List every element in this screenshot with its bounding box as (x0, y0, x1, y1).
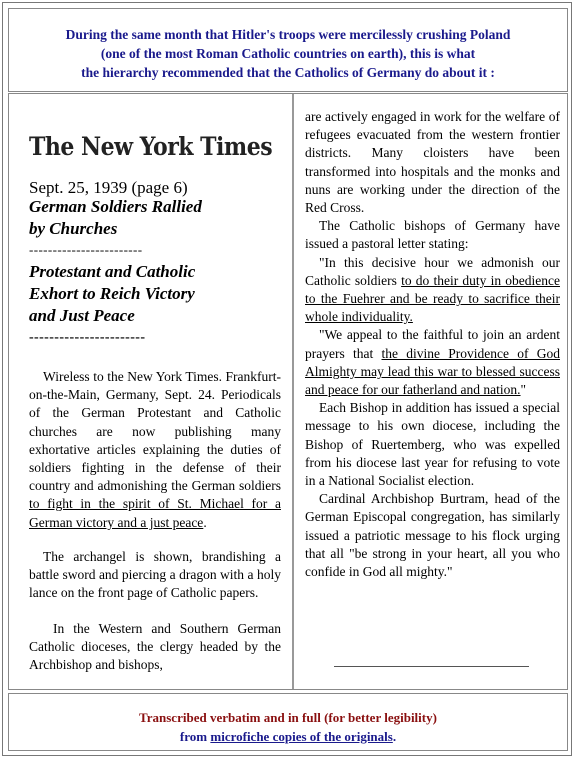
right-paragraph-4 (305, 326, 560, 399)
footer-note (8, 693, 568, 751)
footer-prefix: from (179, 729, 211, 744)
right-paragraph-4-end: " (520, 382, 527, 398)
paragraph-3: In the Western and Southern German Catholic dioceses, the clergy headed by the Archbishop and bishops, (29, 621, 281, 673)
paragraph-2: The archangel is shown, brandishing a battle sword and piercing a dragon with a holy lance on the front page of Catholic papers. (29, 549, 281, 601)
headline-2-line-1: Protestant and Catholic (29, 262, 196, 281)
paragraph-1-text: Wireless to the New York Times. Frankfurt-on-the-Main, Germany, Sept. 24. Periodicals of the German Protestant and Catholic churches are now publishing many exhortative articles explaining the duties of soldiers fighting in the defense of their country and admonishing the German soldiers (29, 369, 281, 494)
right-paragraph-1: are actively engaged in work for the welfare of refugees evacuated from the western frontier districts. Many cloisters have been transformed into hospitals and the monks and nuns are working under the direction of the Red Cross. (305, 109, 560, 216)
page-frame (2, 2, 572, 756)
right-column (305, 108, 560, 581)
headline-1-line-2: by Churches (29, 219, 118, 238)
intro-header (8, 8, 568, 92)
intro-line-1: During the same month that Hitler's troops were mercilessly crushing Poland (65, 27, 511, 42)
paragraph-1-underlined: to fight in the spirit of St. Michael for a German victory and a just peace (29, 496, 281, 530)
headline-2-line-2: Exhort to Reich Victory (29, 284, 195, 303)
newspaper-masthead-logo: The New York Times (29, 132, 273, 162)
right-paragraph-3-text: "In this decisive hour we admonish our Catholic soldiers (305, 254, 560, 288)
headline-2-line-3: and Just Peace (29, 306, 135, 325)
right-paragraph-4-text: "We appeal to the faithful to join an ardent prayers that (305, 327, 560, 361)
right-paragraph-2: The Catholic bishops of Germany have issued a pastoral letter stating: (305, 218, 560, 252)
right-paragraph-4-underlined: the divine Providence of God Almighty may lead this war to blessed success and peace for our fatherland and nation. (305, 345, 560, 398)
intro-line-3: the hierarchy recommended that the Catholics of Germany do about it : (81, 65, 495, 80)
microfiche-link[interactable]: microfiche copies of the originals (210, 729, 393, 744)
divider-2: ----------------------- (29, 330, 146, 345)
paragraph-1 (29, 368, 281, 532)
footer-line-2 (9, 727, 567, 746)
right-paragraph-3 (305, 254, 560, 327)
footer-line-1: Transcribed verbatim and in full (for better legibility) (139, 710, 437, 725)
paragraph-1-end: . (203, 514, 207, 530)
headline-1-line-1: German Soldiers Rallied (29, 197, 202, 216)
divider-1: ------------------------ (29, 242, 143, 257)
column-divider (292, 94, 294, 689)
right-paragraph-5: Each Bishop in addition has issued a special message to his own diocese, including the Bishop of Ruertemberg, who was expelled from his diocese last year for refusing to vote in a National Socialist election. (305, 400, 560, 489)
article-body (8, 93, 568, 690)
article-end-rule (334, 666, 529, 667)
footer-suffix: . (392, 729, 397, 744)
article-date: Sept. 25, 1939 (page 6) (29, 178, 188, 197)
intro-line-2: (one of the most Roman Catholic countries on earth), this is what (100, 46, 476, 61)
right-paragraph-6: Cardinal Archbishop Burtram, head of the German Episcopal congregation, has similarly issued a patriotic message to his flock urging that all "be strong in your heart, all you who confide in God all mighty." (305, 491, 560, 580)
right-paragraph-3-underlined: to do their duty in obedience to the Fuehrer and be ready to sacrifice their whole individuality. (305, 272, 560, 325)
